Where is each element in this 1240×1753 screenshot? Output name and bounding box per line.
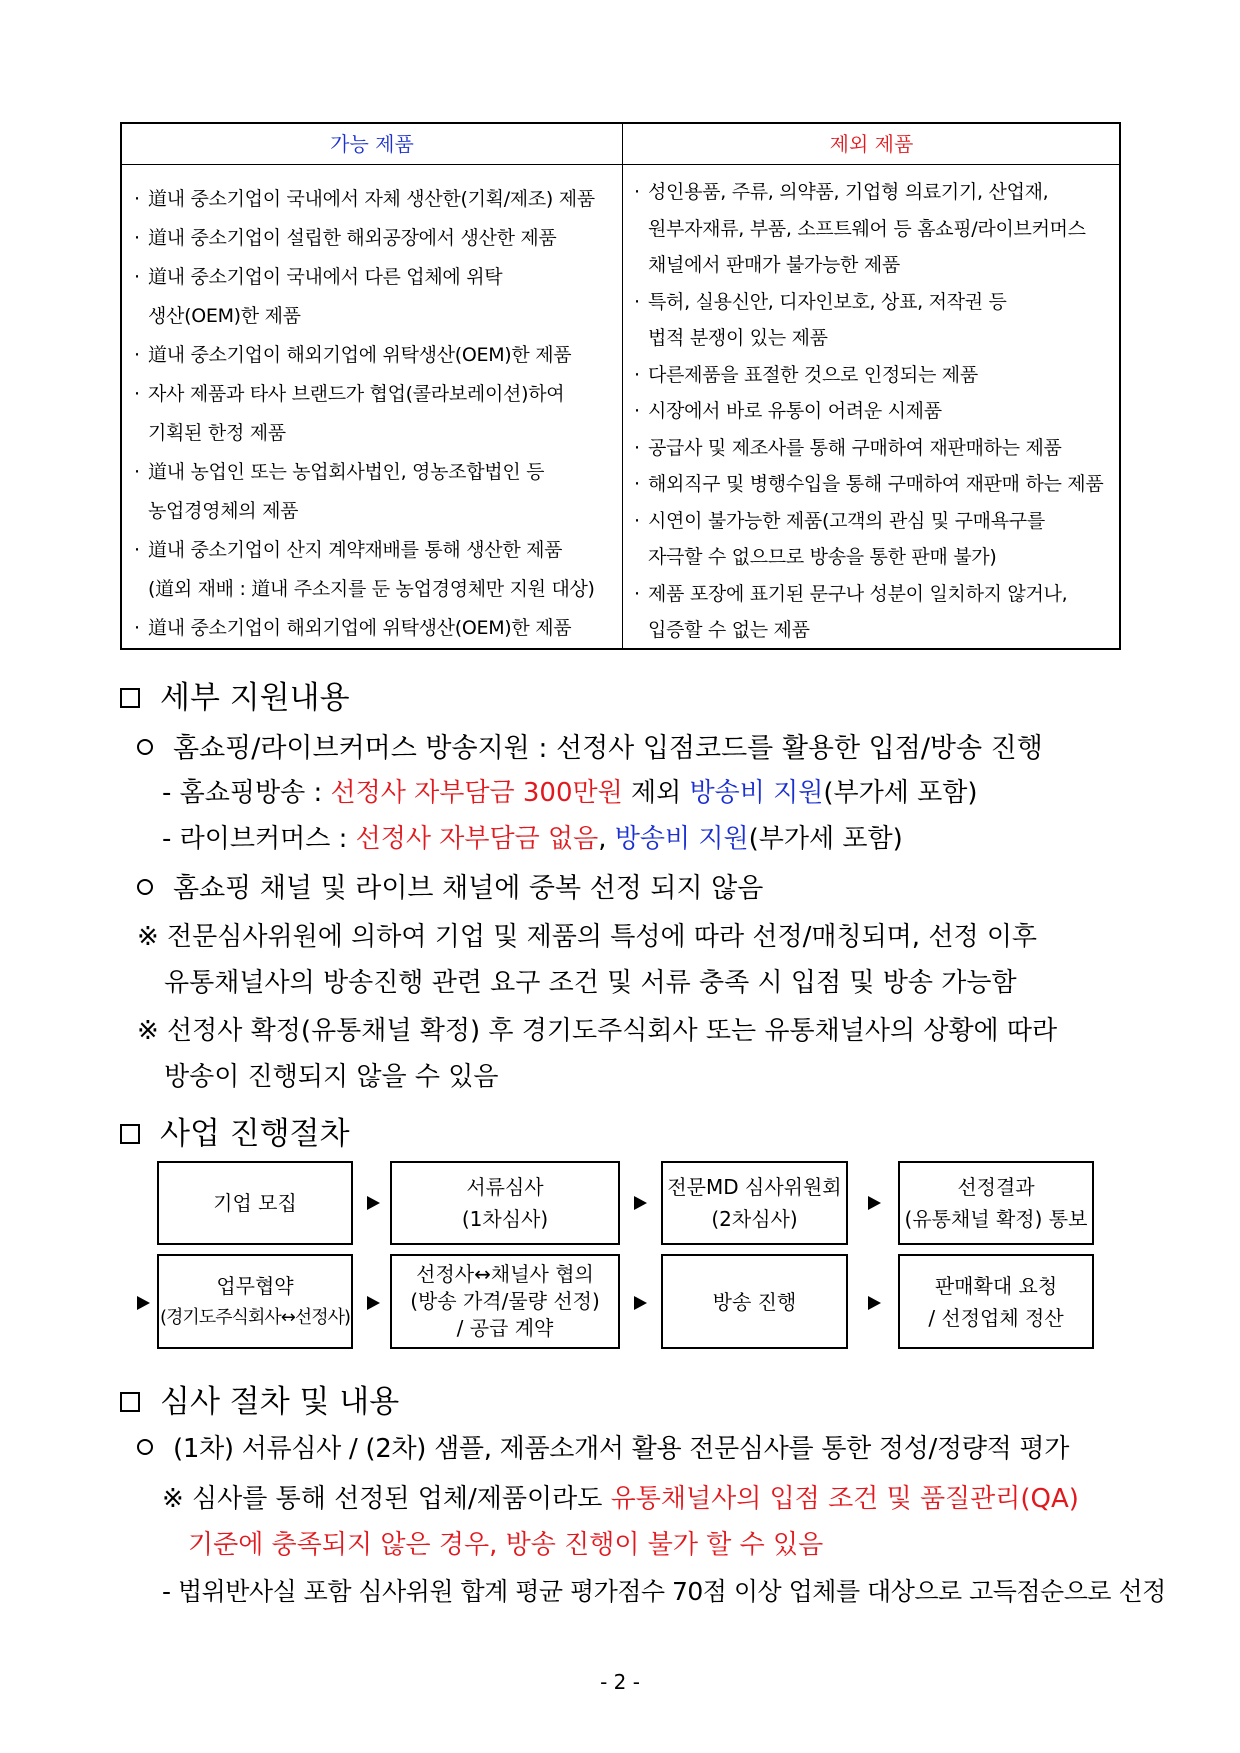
detail-label: - 라이브커머스 : <box>162 824 356 854</box>
step-text: 업무협약 <box>216 1273 294 1298</box>
table-list-item <box>632 393 1116 430</box>
square-bullet-icon <box>120 688 140 708</box>
list-item-line: 원부자재류, 부품, 소프트웨어 등 홈쇼핑/라이브커머스 <box>648 217 1086 240</box>
list-item-line: 생산(OEM)한 제품 <box>148 305 301 327</box>
allowed-products-list <box>132 180 614 648</box>
table-list-item <box>632 284 1116 357</box>
support-item-broadcast <box>137 726 1043 765</box>
list-item-line: · 道내 농업인 또는 농업회사법인, 영농조합법인 등 <box>148 461 545 483</box>
self-pay-highlight: 선정사 자부담금 300만원 <box>330 778 623 808</box>
note-text: ※ 심사를 통해 선정된 업체/제품이라도 <box>162 1484 611 1514</box>
step-broadcast <box>661 1254 848 1349</box>
excluded-products-list <box>632 174 1116 649</box>
no-duplicate-selection <box>137 866 763 905</box>
section-title-text: 심사 절차 및 내용 <box>160 1384 400 1420</box>
list-item-line: · 道내 중소기업이 해외기업에 위탁생산(OEM)한 제품 <box>148 344 572 366</box>
step-result-notice <box>898 1161 1094 1245</box>
review-process-text: (1차) 서류심사 / (2차) 샘플, 제품소개서 활용 전문심사를 통한 정성/정량적 평가 <box>173 1434 1070 1464</box>
step-text: (방송 가격/물량 선정) <box>410 1289 600 1313</box>
arrow-right-icon <box>634 1296 647 1310</box>
self-pay-highlight: 선정사 자부담금 없음 <box>355 824 599 854</box>
table-list-item <box>132 336 614 375</box>
list-item-line: · 道내 중소기업이 해외기업에 위탁생산(OEM)한 제품 <box>148 617 572 639</box>
list-item-line: · 道내 중소기업이 국내에서 자체 생산한(기획/제조) 제품 <box>148 188 595 210</box>
square-bullet-icon <box>120 1392 140 1412</box>
review-note-line1 <box>162 1478 1079 1515</box>
list-item-line: · 특허, 실용신안, 디자인보호, 상표, 저작권 등 <box>648 290 1007 313</box>
list-item-line: · 시연이 불가능한 제품(고객의 관심 및 구매욕구를 <box>648 509 1045 532</box>
list-item-line: · 道내 중소기업이 산지 계약재배를 통해 생산한 제품 <box>148 539 563 561</box>
step-text: (유통채널 확정) 통보 <box>904 1207 1088 1231</box>
circle-bullet-icon <box>137 1439 153 1455</box>
section-title-support-details <box>120 672 350 717</box>
table-list-item <box>632 576 1116 649</box>
step-text: 선정결과 <box>957 1175 1035 1199</box>
step-text: / 공급 계약 <box>456 1316 554 1340</box>
support-item-text: 홈쇼핑/라이브커머스 방송지원 : 선정사 입점코드를 활용한 입점/방송 진행 <box>173 733 1043 764</box>
table-list-item <box>632 174 1116 284</box>
arrow-right-icon <box>367 1296 380 1310</box>
product-table <box>120 122 1121 650</box>
step-channel-negotiation <box>390 1254 620 1349</box>
detail-text: 제외 <box>622 778 690 808</box>
table-list-item <box>132 453 614 531</box>
support-item-text: 홈쇼핑 채널 및 라이브 채널에 중복 선정 되지 않음 <box>173 873 764 904</box>
broadcast-support-highlight: 방송비 지원 <box>689 778 824 808</box>
circle-bullet-icon <box>137 739 153 755</box>
detail-text: (부가세 포함) <box>748 824 903 854</box>
allowed-products-header: 가능 제품 <box>330 132 414 156</box>
livecommerce-detail <box>162 818 903 855</box>
note-expert-review-line2: 유통채널사의 방송진행 관련 요구 조건 및 서류 충족 시 입점 및 방송 가능함 <box>164 968 1017 998</box>
arrow-right-icon <box>137 1296 150 1310</box>
table-list-item <box>632 466 1116 503</box>
note-broadcast-status-line1: ※ 선정사 확정(유통채널 확정) 후 경기도주식회사 또는 유통채널사의 상황에 따라 <box>137 1016 1058 1046</box>
section-title-text: 사업 진행절차 <box>160 1116 350 1152</box>
arrow-right-icon <box>868 1196 881 1210</box>
step-text: / 선정업체 정산 <box>928 1305 1064 1330</box>
list-item-line: · 제품 포장에 표기된 문구나 성분이 일치하지 않거나, <box>648 582 1068 605</box>
review-process-item <box>137 1428 1069 1465</box>
arrow-right-icon <box>634 1196 647 1210</box>
step-text: 판매확대 요청 <box>934 1273 1058 1298</box>
homeshopping-detail <box>162 772 978 809</box>
page-number: - 2 - <box>600 1670 640 1694</box>
table-list-item <box>632 503 1116 576</box>
arrow-right-icon <box>868 1296 881 1310</box>
circle-bullet-icon <box>137 879 153 895</box>
note-expert-review-line1: ※ 전문심사위원에 의하여 기업 및 제품의 특성에 따라 선정/매칭되며, 선정 이후 <box>137 922 1038 952</box>
review-note-line2: 기준에 충족되지 않은 경우, 방송 진행이 불가 할 수 있음 <box>188 1530 824 1560</box>
step-text: (2차심사) <box>711 1207 798 1231</box>
review-criteria-detail: - 법위반사실 포함 심사위원 합계 평균 평가점수 70점 이상 업체를 대상으로 고득점순으로 선정 <box>162 1577 1166 1606</box>
list-item-line: · 자사 제품과 타사 브랜드가 협업(콜라보레이션)하여 <box>148 383 565 405</box>
qa-warning-text: 유통채널사의 입점 조건 및 품질관리(QA) <box>610 1484 1079 1514</box>
table-list-item <box>132 531 614 609</box>
step-text: (경기도주식회사↔선정사) <box>159 1306 350 1328</box>
arrow-right-icon <box>367 1196 380 1210</box>
step-mou <box>157 1254 353 1349</box>
section-title-process <box>120 1108 350 1153</box>
list-item-line: · 해외직구 및 병행수입을 통해 구매하여 재판매 하는 제품 <box>648 473 1104 495</box>
list-item-line: · 道내 중소기업이 국내에서 다른 업체에 위탁 <box>148 266 503 288</box>
table-list-item <box>632 430 1116 467</box>
list-item-line: · 다른제품을 표절한 것으로 인정되는 제품 <box>648 363 978 386</box>
step-text: 선정사↔채널사 협의 <box>416 1262 594 1286</box>
list-item-line: 법적 분쟁이 있는 제품 <box>648 327 828 349</box>
detail-label: - 홈쇼핑방송 : <box>162 778 331 808</box>
list-item-line: · 성인용품, 주류, 의약품, 기업형 의료기기, 산업재, <box>648 181 1049 203</box>
step-md-committee <box>661 1161 848 1245</box>
table-column-divider <box>622 124 623 648</box>
step-text: 기업 모집 <box>213 1191 297 1215</box>
list-item-line: · 공급사 및 제조사를 통해 구매하여 재판매하는 제품 <box>648 436 1062 459</box>
list-item-line: 채널에서 판매가 불가능한 제품 <box>648 254 900 276</box>
step-text: 서류심사 <box>466 1175 544 1199</box>
list-item-line: 입증할 수 없는 제품 <box>648 619 810 641</box>
step-text: (1차심사) <box>461 1207 549 1231</box>
note-broadcast-status-line2: 방송이 진행되지 않을 수 있음 <box>164 1062 499 1092</box>
section-title-text: 세부 지원내용 <box>160 680 350 716</box>
list-item-line: · 시장에서 바로 유통이 어려운 시제품 <box>648 400 942 422</box>
list-item-line: 자극할 수 없으므로 방송을 통한 판매 불가) <box>648 546 997 568</box>
list-item-line: (道외 재배 : 道내 주소지를 둔 농업경영체만 지원 대상) <box>148 578 595 600</box>
list-item-line: 농업경영체의 제품 <box>148 500 299 522</box>
step-document-review <box>390 1161 620 1245</box>
broadcast-support-highlight: 방송비 지원 <box>614 824 749 854</box>
detail-text: (부가세 포함) <box>823 778 978 808</box>
excluded-products-header: 제외 제품 <box>829 132 914 156</box>
section-title-review <box>120 1376 399 1421</box>
table-list-item <box>132 375 614 453</box>
step-text: 전문MD 심사위원회 <box>667 1175 842 1199</box>
table-list-item <box>132 609 614 648</box>
detail-text: , <box>598 824 615 854</box>
list-item-line: · 道내 중소기업이 설립한 해외공장에서 생산한 제품 <box>148 227 557 249</box>
table-list-item <box>132 180 614 219</box>
table-list-item <box>632 357 1116 394</box>
step-text: 방송 진행 <box>712 1289 797 1314</box>
step-sales-settlement <box>898 1254 1094 1349</box>
table-list-item <box>132 219 614 258</box>
table-header-divider <box>122 164 1119 165</box>
step-company-recruitment <box>157 1161 353 1245</box>
square-bullet-icon <box>120 1124 140 1144</box>
list-item-line: 기획된 한정 제품 <box>148 422 286 444</box>
table-list-item <box>132 258 614 336</box>
